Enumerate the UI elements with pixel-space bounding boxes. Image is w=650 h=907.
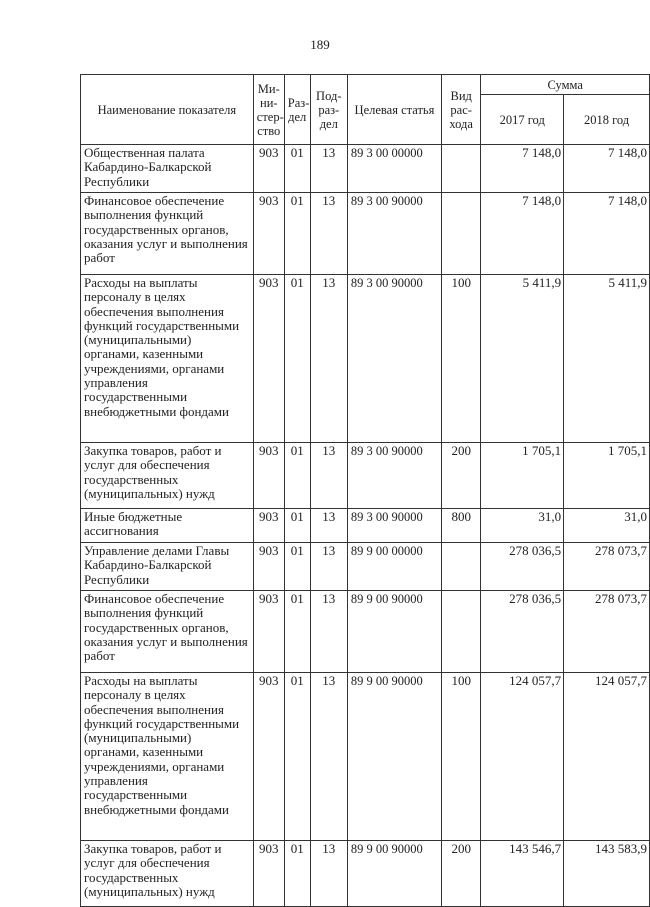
- header-section: Раз-дел: [284, 75, 310, 145]
- row-sum-2018: 1 705,1: [564, 443, 650, 509]
- row-name: Иные бюджетные ассигнования: [81, 509, 254, 543]
- row-subsection: 13: [310, 275, 347, 443]
- row-ministry: 903: [253, 673, 284, 841]
- row-ministry: 903: [253, 591, 284, 673]
- table-row: [81, 145, 650, 193]
- header-year-2018: 2018 год: [564, 95, 650, 145]
- row-sum-2017: 278 036,5: [481, 543, 564, 591]
- row-type: [442, 145, 481, 193]
- row-article: 89 3 00 00000: [347, 145, 441, 193]
- row-type: 100: [442, 275, 481, 443]
- row-subsection: 13: [310, 193, 347, 275]
- row-name: Расходы на выплаты персоналу в целях обеспечения выполнения функций государственными (муниципальными) органами, казенными учреждениями, органами управления государственными внебюджетными фондами: [81, 673, 254, 841]
- row-article: 89 9 00 90000: [347, 673, 441, 841]
- row-subsection: 13: [310, 443, 347, 509]
- row-section: 01: [284, 145, 310, 193]
- row-section: 01: [284, 673, 310, 841]
- row-sum-2017: 1 705,1: [481, 443, 564, 509]
- row-type: 200: [442, 841, 481, 907]
- row-name: Закупка товаров, работ и услуг для обеспечения государственных (муниципальных) нужд: [81, 841, 254, 907]
- table-row: [81, 543, 650, 591]
- row-section: 01: [284, 275, 310, 443]
- row-sum-2018: 31,0: [564, 509, 650, 543]
- table-row: [81, 443, 650, 509]
- row-sum-2018: 278 073,7: [564, 591, 650, 673]
- row-sum-2018: 143 583,9: [564, 841, 650, 907]
- row-article: 89 3 00 90000: [347, 509, 441, 543]
- row-subsection: 13: [310, 673, 347, 841]
- row-subsection: 13: [310, 509, 347, 543]
- row-sum-2018: 7 148,0: [564, 145, 650, 193]
- row-section: 01: [284, 193, 310, 275]
- table-row: [81, 591, 650, 673]
- row-name: Управление делами Главы Кабардино-Балкарской Республики: [81, 543, 254, 591]
- row-section: 01: [284, 841, 310, 907]
- row-sum-2017: 5 411,9: [481, 275, 564, 443]
- row-article: 89 3 00 90000: [347, 443, 441, 509]
- row-sum-2017: 143 546,7: [481, 841, 564, 907]
- row-sum-2017: 7 148,0: [481, 193, 564, 275]
- row-section: 01: [284, 543, 310, 591]
- header-article: Целевая статья: [347, 75, 441, 145]
- row-sum-2018: 124 057,7: [564, 673, 650, 841]
- row-article: 89 9 00 00000: [347, 543, 441, 591]
- row-subsection: 13: [310, 591, 347, 673]
- header-year-2017: 2017 год: [481, 95, 564, 145]
- row-article: 89 3 00 90000: [347, 193, 441, 275]
- page-number: 189: [310, 37, 330, 52]
- row-type: 100: [442, 673, 481, 841]
- row-name: Общественная палата Кабардино-Балкарской Республики: [81, 145, 254, 193]
- row-type: [442, 193, 481, 275]
- row-sum-2017: 7 148,0: [481, 145, 564, 193]
- row-name: Финансовое обеспечение выполнения функций государственных органов, оказания услуг и выполнения работ: [81, 193, 254, 275]
- header-expense-type: Вид рас-хода: [442, 75, 481, 145]
- row-section: 01: [284, 591, 310, 673]
- row-subsection: 13: [310, 145, 347, 193]
- table-row: [81, 193, 650, 275]
- table-row: [81, 509, 650, 543]
- row-ministry: 903: [253, 841, 284, 907]
- row-ministry: 903: [253, 275, 284, 443]
- row-subsection: 13: [310, 543, 347, 591]
- row-sum-2017: 31,0: [481, 509, 564, 543]
- row-type: [442, 543, 481, 591]
- row-name: Финансовое обеспечение выполнения функций государственных органов, оказания услуг и выполнения работ: [81, 591, 254, 673]
- row-sum-2017: 124 057,7: [481, 673, 564, 841]
- row-subsection: 13: [310, 841, 347, 907]
- row-sum-2018: 5 411,9: [564, 275, 650, 443]
- row-sum-2018: 278 073,7: [564, 543, 650, 591]
- row-type: 800: [442, 509, 481, 543]
- header-subsection: Под-раз-дел: [310, 75, 347, 145]
- table-row: [81, 275, 650, 443]
- row-article: 89 9 00 90000: [347, 591, 441, 673]
- row-name: Расходы на выплаты персоналу в целях обеспечения выполнения функций государственными (муниципальными) органами, казенными учреждениями, органами управления государственными внебюджетными фондами: [81, 275, 254, 443]
- budget-table: [80, 74, 650, 907]
- row-sum-2017: 278 036,5: [481, 591, 564, 673]
- table-row: [81, 673, 650, 841]
- row-ministry: 903: [253, 193, 284, 275]
- row-ministry: 903: [253, 145, 284, 193]
- row-ministry: 903: [253, 509, 284, 543]
- row-article: 89 3 00 90000: [347, 275, 441, 443]
- header-sum: Сумма: [481, 75, 650, 95]
- row-name: Закупка товаров, работ и услуг для обеспечения государственных (муниципальных) нужд: [81, 443, 254, 509]
- row-ministry: 903: [253, 443, 284, 509]
- header-name: Наименование показателя: [81, 75, 254, 145]
- header-ministry: Ми-ни-стер-ство: [253, 75, 284, 145]
- row-type: [442, 591, 481, 673]
- row-article: 89 9 00 90000: [347, 841, 441, 907]
- row-section: 01: [284, 509, 310, 543]
- row-sum-2018: 7 148,0: [564, 193, 650, 275]
- row-ministry: 903: [253, 543, 284, 591]
- table-row: [81, 841, 650, 907]
- row-type: 200: [442, 443, 481, 509]
- row-section: 01: [284, 443, 310, 509]
